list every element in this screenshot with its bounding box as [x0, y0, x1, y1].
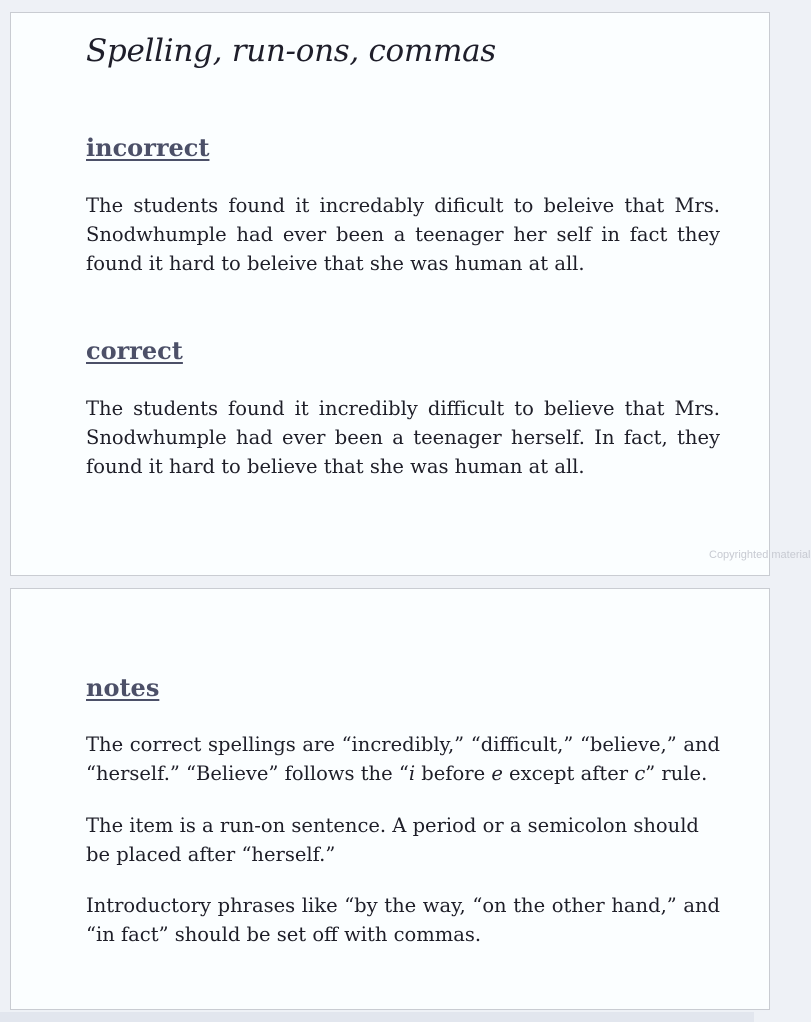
- page-card-1: [10, 12, 811, 576]
- incorrect-heading: incorrect: [86, 133, 210, 162]
- note-letter-e: e: [491, 762, 503, 785]
- note-spelling-part1: The correct spellings are “incredibly,” “difficult,” “believe,” and “herself.” “Believe” follows the “: [86, 733, 720, 785]
- note-letter-i: i: [408, 762, 416, 785]
- page-title: Spelling, run-ons, commas: [86, 33, 496, 69]
- page-card-2: [10, 588, 770, 1010]
- incorrect-text: The students found it incredably dificult to beleive that Mrs. Snodwhumple had ever been a teenager her self in fact they found it hard to beleive that she was human at all.: [86, 194, 720, 275]
- notes-heading: notes: [86, 673, 160, 702]
- correct-text: The students found it incredibly difficult to believe that Mrs. Snodwhumple had ever been a teenager herself. In fact, they found it hard to believe that she was human at all.: [86, 397, 720, 478]
- note-spelling: [86, 730, 720, 788]
- bottom-scroll-area: [0, 1012, 754, 1022]
- note-spelling-part3: except after: [502, 762, 635, 785]
- note-letter-c: c: [634, 762, 646, 785]
- note-spelling-part4: ” rule.: [645, 762, 708, 785]
- copyright-watermark: Copyrighted material: [709, 549, 811, 561]
- note-commas: Introductory phrases like “by the way, “on the other hand,” and “in fact” should be set off with commas.: [86, 894, 720, 946]
- note-spelling-part2: before: [415, 762, 492, 785]
- note-run-on: The item is a run-on sentence. A period or a semicolon should be placed after “herself.”: [86, 814, 699, 866]
- correct-heading: correct: [86, 336, 183, 365]
